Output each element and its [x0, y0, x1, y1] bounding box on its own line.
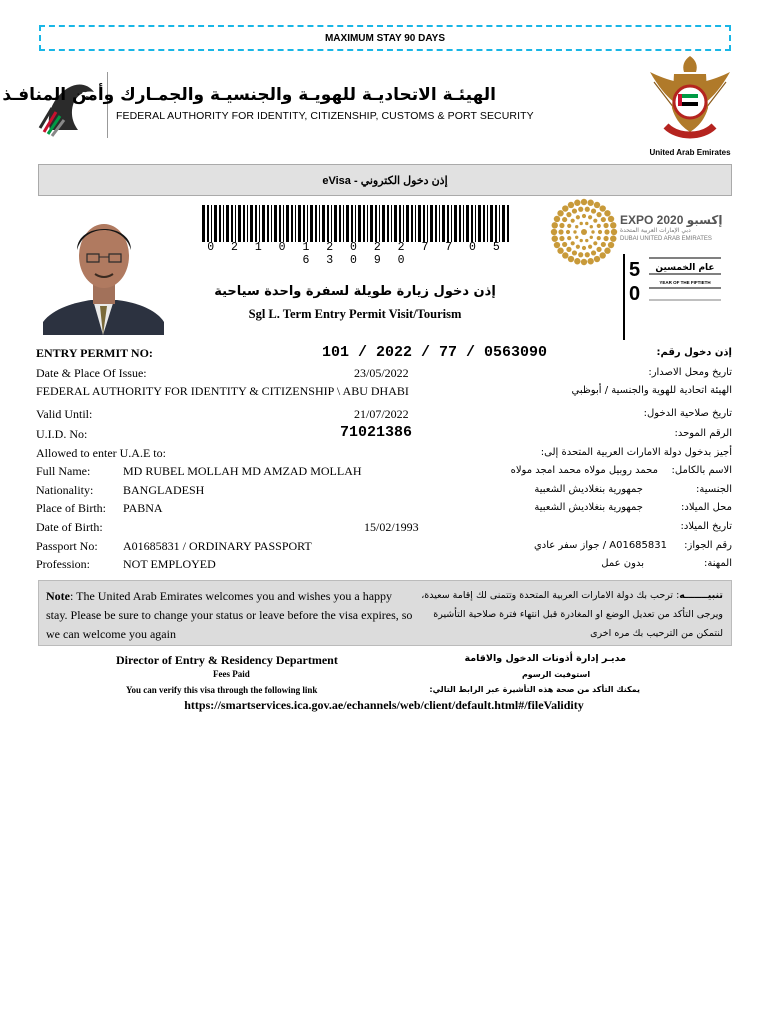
valid-until-label-arabic: تاريخ صلاحية الدخول:: [643, 408, 732, 419]
expo-title: EXPO 2020: [620, 213, 684, 227]
allowed-label: Allowed to enter U.A.E to:: [36, 446, 166, 460]
date-of-birth-label: Date of Birth:: [36, 520, 103, 534]
verify-instruction: You can verify this visa through the following link: [126, 685, 318, 695]
issue-place: FEDERAL AUTHORITY FOR IDENTITY & CITIZENSHIP \ ABU DHABI: [36, 384, 409, 398]
expo-subtitle: DUBAI UNITED ARAB EMIRATES: [620, 236, 712, 242]
issue-place-arabic: الهيئة اتحادية للهوية والجنسية / أبوظبي: [571, 385, 732, 396]
passport-label-arabic: رقم الجواز:: [684, 540, 732, 551]
permit-title-english: Sgl L. Term Entry Permit Visit/Tourism: [248, 307, 462, 321]
date-of-birth-label-arabic: تاريخ الميلاد:: [680, 521, 732, 532]
authority-name-arabic: الهيئـة الاتحاديـة للهويـة والجنسيـة والجمـارك وأمن المنافـذ: [2, 85, 496, 105]
full-name-label: Full Name:: [36, 464, 91, 478]
note-text: : The United Arab Emirates welcomes you and wishes you a happy stay. Please be sure to change your status or leave before the visa expires, so we can welcome you again: [46, 589, 413, 641]
nationality-label-arabic: الجنسية:: [696, 484, 732, 495]
issue-label: Date & Place Of Issue:: [36, 366, 147, 380]
passport-value: A01685831 / ORDINARY PASSPORT: [123, 539, 312, 553]
profession-label: Profession:: [36, 557, 90, 571]
year-badge-digit-five: 5: [629, 259, 641, 281]
evisa-title-bar: [38, 164, 732, 196]
note-arabic: [405, 586, 723, 643]
authority-falcon-logo-icon: [38, 72, 98, 138]
year-badge-digit-zero: 0: [629, 283, 641, 305]
year-of-fiftieth-badge-icon: [621, 254, 723, 340]
authority-name-english: FEDERAL AUTHORITY FOR IDENTITY, CITIZENSHIP, CUSTOMS & PORT SECURITY: [116, 110, 534, 122]
uid-number: 71021386: [340, 424, 413, 441]
uid-label: U.I.D. No:: [36, 427, 88, 441]
profession-label-arabic: المهنة:: [704, 558, 732, 569]
expo-2020-text: [620, 213, 730, 242]
note-label: Note: [46, 589, 70, 603]
director-title: Director of Entry & Residency Department: [116, 653, 338, 667]
fees-paid-arabic: استوفيت الرسوم: [521, 670, 591, 679]
barcode: [200, 205, 512, 242]
year-badge-arabic-title: عام الخمسين: [655, 263, 715, 273]
date-of-birth-value: 15/02/1993: [364, 520, 419, 534]
expo-subtitle-arabic: دبي الإمارات العربية المتحدة: [620, 227, 691, 234]
passport-label: Passport No:: [36, 539, 98, 553]
fees-paid: Fees Paid: [213, 669, 250, 679]
applicant-photo: [43, 210, 164, 335]
director-title-arabic: مديـر إدارة أذونات الدخول والاقامة: [464, 653, 626, 664]
issue-date: 23/05/2022: [354, 366, 409, 380]
uae-emblem-icon: [644, 52, 736, 144]
max-stay-banner: [39, 25, 731, 51]
place-of-birth-value: PABNA: [123, 501, 163, 515]
allowed-label-arabic: أجيز بدخول دولة الامارات العربية المتحدة إلى:: [540, 447, 732, 458]
max-stay-text: MAXIMUM STAY 90 DAYS: [324, 32, 446, 44]
valid-until-label: Valid Until:: [36, 407, 93, 421]
full-name-value-arabic: محمد روبيل مولاه محمد امجد مولاه: [510, 465, 658, 476]
expo-2020-logo-icon: [552, 200, 616, 264]
uid-label-arabic: الرقم الموحد:: [674, 428, 732, 439]
permit-title-arabic: إذن دخول زيارة طويلة لسفرة واحدة سياحية: [214, 284, 496, 299]
expo-title-arabic: إكسبو: [686, 213, 723, 227]
note-box: [38, 580, 732, 646]
entry-permit-label-arabic: إذن دخول رقم:: [656, 347, 732, 358]
profession-value-arabic: بدون عمل: [601, 558, 644, 569]
verify-instruction-arabic: يمكنك التأكد من صحة هذه التأشيرة عبر الرابط التالي:: [429, 685, 640, 694]
entry-permit-number: 101 / 2022 / 77 / 0563090: [322, 344, 548, 361]
nationality-value-arabic: جمهورية بنغلاديش الشعبية: [534, 484, 643, 495]
place-of-birth-label-arabic: محل الميلاد:: [681, 502, 732, 513]
year-badge-english-title: YEAR OF THE FIFTIETH: [659, 280, 711, 285]
issue-label-arabic: تاريخ ومحل الاصدار:: [648, 367, 732, 378]
emblem-caption: United Arab Emirates: [649, 148, 731, 157]
full-name-label-arabic: الاسم بالكامل:: [671, 465, 732, 476]
nationality-label: Nationality:: [36, 483, 94, 497]
valid-until-date: 21/07/2022: [354, 407, 409, 421]
full-name-value: MD RUBEL MOLLAH MD AMZAD MOLLAH: [123, 464, 362, 478]
entry-permit-label: ENTRY PERMIT NO:: [36, 346, 153, 360]
note-label-arabic: تنبيـــــــه: [679, 590, 723, 601]
barcode-number: 0 2 1 0 1 2 0 2 2 7 7 0 5 6 3 0 9 0: [207, 241, 505, 267]
nationality-value: BANGLADESH: [123, 483, 205, 497]
logo-divider: [107, 72, 108, 138]
passport-value-arabic: A01685831 / جواز سفر عادي: [533, 540, 667, 551]
place-of-birth-value-arabic: جمهورية بنغلاديش الشعبية: [534, 502, 643, 513]
place-of-birth-label: Place of Birth:: [36, 501, 106, 515]
note-text-arabic: : ترحب بك دولة الامارات العربية المتحدة وتتمنى لك إقامة سعيدة، ويرجى التأكد من تعديل الوضع او المغادرة قبل انتهاء فترة صلاحية التأشيرة لنتمكن من الترحيب بك مره اخرى: [421, 590, 723, 639]
profession-value: NOT EMPLOYED: [123, 557, 216, 571]
note-english: [46, 587, 416, 644]
evisa-title: eVisa - إذن دخول الكتروني: [322, 174, 448, 187]
verification-link[interactable]: https://smartservices.ica.gov.ae/echannels/web/client/default.html#/fileValidity: [184, 698, 584, 712]
